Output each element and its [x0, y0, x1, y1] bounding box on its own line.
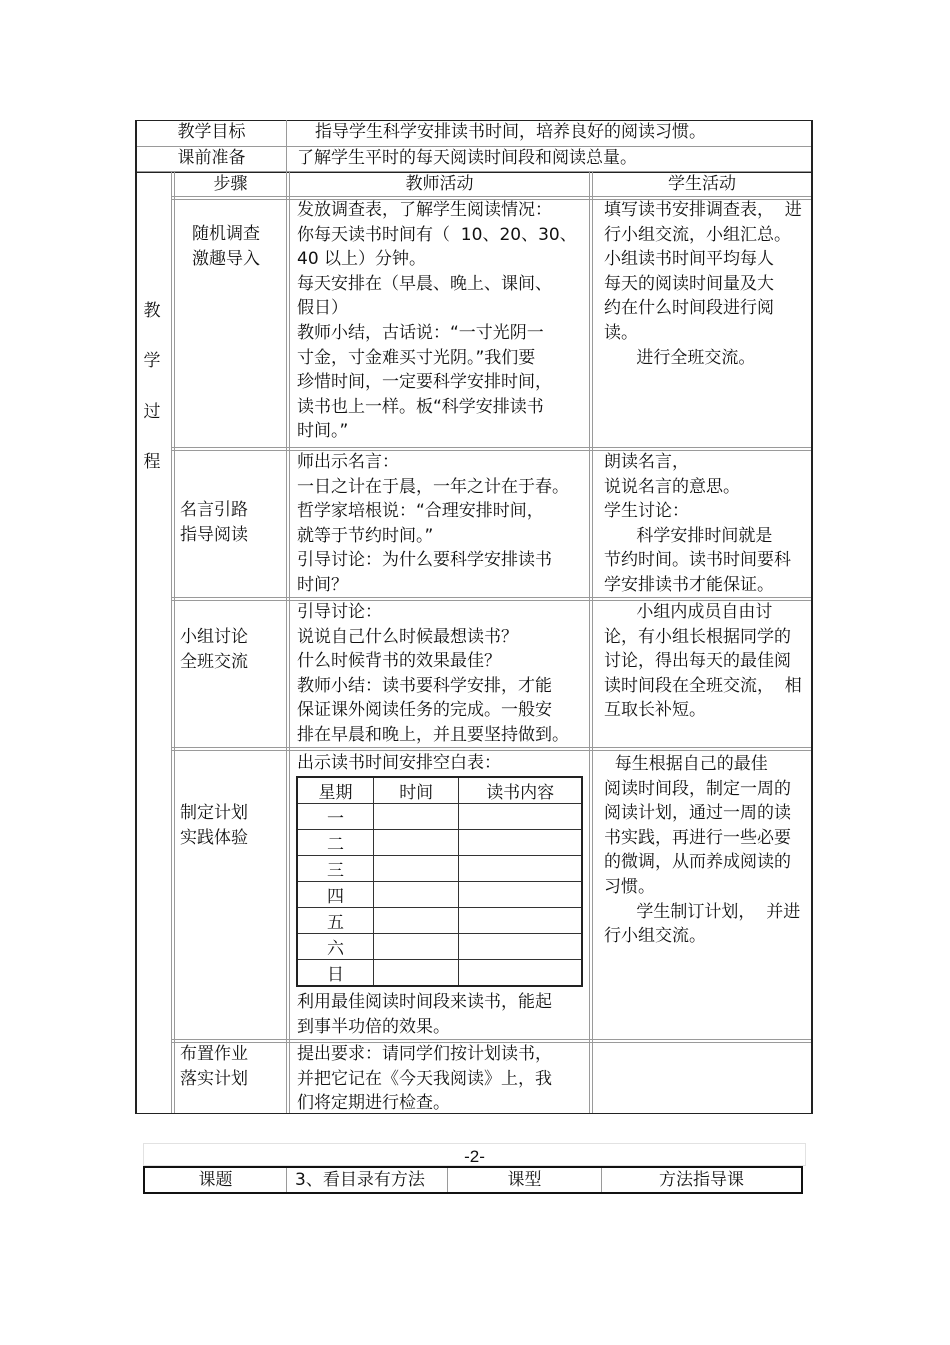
schedule-intro: 出示读书时间安排空白表： — [297, 753, 501, 773]
schedule-row — [297, 856, 582, 882]
text-line: 学安排读书才能保证。 — [604, 574, 774, 595]
schedule-content-cell[interactable] — [459, 830, 582, 856]
schedule-time-cell[interactable] — [373, 804, 458, 830]
schedule-time-cell[interactable] — [373, 830, 458, 856]
step-cell — [180, 1042, 248, 1091]
preparation-label: 课前准备 — [177, 148, 246, 168]
step-line: 名言引路 — [180, 500, 248, 520]
text-line: 阅读时间段，制定一周的 — [604, 778, 791, 799]
text-line: 利用最佳阅读时间段来读书，能起 — [297, 992, 552, 1012]
step-line: 激趣导入 — [192, 248, 260, 269]
text-line: 时间？ — [297, 574, 348, 595]
text-line: 行小组交流。 — [604, 926, 706, 947]
text-line: 并把它记在《今天我阅读》上，我 — [297, 1068, 552, 1089]
schedule-header: 读书内容 — [459, 777, 582, 804]
text-line: 小组读书时间平均每人 — [604, 249, 774, 270]
text-line: 珍惜时间，一定要科学安排时间， — [297, 372, 552, 393]
type-label: 课型 — [507, 1170, 542, 1190]
schedule-content-cell[interactable] — [459, 960, 582, 987]
schedule-row — [297, 882, 582, 908]
process-label-char: 学 — [143, 351, 161, 371]
text-line: 教师小结，古话说：“一寸光阴一 — [297, 322, 544, 343]
step-cell — [180, 801, 248, 850]
schedule-content-cell[interactable] — [459, 934, 582, 960]
schedule-day: 三 — [297, 856, 373, 882]
schedule-header: 时间 — [373, 777, 458, 804]
text-line: 读时间段在全班交流， 相 — [604, 675, 802, 696]
text-line: 寸金，寸金难买寸光阴。”我们要 — [297, 347, 536, 368]
text-line: 们将定期进行检查。 — [297, 1093, 450, 1114]
process-label-char: 过 — [143, 402, 161, 422]
text-line: 你每天读书时间有（ 10、20、30、 — [297, 224, 577, 245]
schedule-row — [297, 934, 582, 960]
text-line: 假日） — [297, 298, 348, 319]
header-teacher: 教师活动 — [405, 174, 474, 194]
schedule-content-cell[interactable] — [459, 882, 582, 908]
col-divider — [286, 120, 287, 172]
page-number: -2- — [464, 1147, 485, 1166]
table-border-right — [811, 120, 813, 1114]
step-line: 制定计划 — [180, 803, 248, 823]
step-line: 全班交流 — [180, 651, 248, 672]
text-line: 科学安排时间就是 — [604, 525, 773, 546]
schedule-day: 六 — [297, 934, 373, 960]
text-line: 师出示名言： — [297, 452, 399, 472]
schedule-content-cell[interactable] — [459, 856, 582, 882]
row-divider — [172, 447, 811, 448]
text-line: 小组内成员自由讨 — [604, 602, 773, 622]
schedule-day: 二 — [297, 830, 373, 856]
topic-value: 3、看目录有方法 — [295, 1170, 425, 1190]
schedule-day: 一 — [297, 804, 373, 830]
header-step: 步骤 — [213, 174, 248, 194]
text-line: 每生根据自己的最佳 — [604, 754, 768, 774]
text-line: 学生讨论： — [604, 501, 689, 522]
table-border-left — [135, 120, 137, 1114]
text-line: 到事半功倍的效果。 — [297, 1016, 450, 1037]
step-cell — [180, 498, 248, 547]
teacher-activity — [297, 450, 569, 598]
schedule-table — [296, 776, 583, 987]
schedule-day: 日 — [297, 960, 373, 987]
schedule-time-cell[interactable] — [373, 908, 458, 934]
text-line: 学生制订计划， 并进 — [604, 901, 801, 922]
col-divider — [589, 172, 590, 1113]
schedule-header-row — [297, 777, 582, 804]
text-line: 读。 — [604, 322, 638, 343]
text-line: 约在什么时间段进行阅 — [604, 298, 774, 319]
header-student: 学生活动 — [668, 174, 736, 194]
text-line: 论，有小组长根据同学的 — [604, 626, 791, 647]
text-line: 保证课外阅读任务的完成。一般安 — [297, 700, 552, 721]
text-line: 就等于节约时间。” — [297, 525, 434, 546]
text-line: 发放调查表，了解学生阅读情况： — [297, 200, 552, 220]
text-line: 互取长补短。 — [604, 700, 706, 721]
student-activity — [604, 450, 791, 598]
type-value: 方法指导课 — [659, 1170, 744, 1190]
schedule-day: 四 — [297, 882, 373, 908]
text-line: 每天安排在（早晨、晚上、课间、 — [297, 273, 552, 294]
step-line: 布置作业 — [180, 1044, 248, 1064]
text-line: 每天的阅读时间量及大 — [604, 273, 774, 294]
student-activity — [604, 600, 802, 723]
preparation-text: 了解学生平时的每天阅读时间段和阅读总量。 — [297, 148, 637, 168]
text-line: 什么时候背书的效果最佳？ — [297, 651, 501, 672]
schedule-day: 五 — [297, 908, 373, 934]
teacher-activity — [297, 600, 569, 748]
text-line: 哲学家培根说：“合理安排时间， — [297, 501, 544, 522]
step-cell — [180, 625, 248, 674]
col-divider — [286, 1168, 287, 1192]
objective-label: 教学目标 — [177, 122, 246, 142]
text-line: 说说自己什么时候最想读书？ — [297, 626, 518, 647]
text-line: 提出要求：请同学们按计划读书， — [297, 1044, 552, 1064]
objective-text: 指导学生科学安排读书时间，培养良好的阅读习惯。 — [315, 122, 706, 142]
text-line: 填写读书安排调查表， 进 — [604, 200, 802, 220]
schedule-row — [297, 804, 582, 830]
col-divider — [592, 172, 593, 1113]
text-line: 时间。” — [297, 421, 349, 442]
col-divider — [289, 172, 290, 1113]
text-line: 讨论，得出每天的最佳阅 — [604, 651, 791, 672]
step-line: 落实计划 — [180, 1068, 248, 1089]
text-line: 的微调，从而养成阅读的 — [604, 852, 791, 873]
text-line: 朗读名言， — [604, 452, 689, 472]
schedule-content-cell[interactable] — [459, 804, 582, 830]
text-line: 书实践，再进行一些必要 — [604, 827, 791, 848]
text-line: 读书也上一样。板“科学安排读书 — [297, 396, 544, 417]
schedule-time-cell[interactable] — [373, 934, 458, 960]
text-line: 阅读计划，通过一周的读 — [604, 803, 791, 824]
process-label-char: 程 — [143, 452, 161, 472]
text-line: 行小组交流，小组汇总。 — [604, 224, 791, 245]
teacher-activity-after — [297, 990, 552, 1039]
text-line: 一日之计在于晨，一年之计在于春。 — [297, 476, 569, 497]
process-label-char: 教 — [143, 301, 161, 321]
step-cell — [192, 222, 260, 271]
text-line: 进行全班交流。 — [604, 347, 756, 368]
schedule-row — [297, 960, 582, 987]
schedule-time-cell[interactable] — [373, 960, 458, 987]
text-line: 教师小结：读书要科学安排，才能 — [297, 675, 552, 696]
topic-label: 课题 — [198, 1170, 233, 1190]
schedule-time-cell[interactable] — [373, 856, 458, 882]
teacher-activity — [297, 198, 577, 444]
text-line: 说说名言的意思。 — [604, 476, 740, 497]
text-line: 引导讨论： — [297, 602, 382, 622]
schedule-row — [297, 830, 582, 856]
step-line: 小组讨论 — [180, 627, 248, 647]
student-activity — [604, 198, 802, 370]
text-line: 习惯。 — [604, 876, 655, 897]
student-activity — [604, 752, 800, 949]
col-divider — [286, 172, 287, 1113]
text-line: 排在早晨和晚上，并且要坚持做到。 — [297, 724, 569, 745]
teacher-activity — [297, 1042, 552, 1116]
text-line: 引导讨论：为什么要科学安排读书 — [297, 550, 552, 571]
step-line: 指导阅读 — [180, 524, 248, 545]
schedule-header: 星期 — [297, 777, 373, 804]
step-line: 随机调查 — [192, 224, 260, 244]
schedule-content-cell[interactable] — [459, 908, 582, 934]
step-line: 实践体验 — [180, 827, 248, 848]
col-divider — [174, 172, 175, 1113]
schedule-row — [297, 908, 582, 934]
text-line: 节约时间。读书时间要科 — [604, 550, 791, 571]
schedule-time-cell[interactable] — [373, 882, 458, 908]
col-divider — [171, 172, 172, 1113]
text-line: 40 以上）分钟。 — [297, 249, 427, 270]
